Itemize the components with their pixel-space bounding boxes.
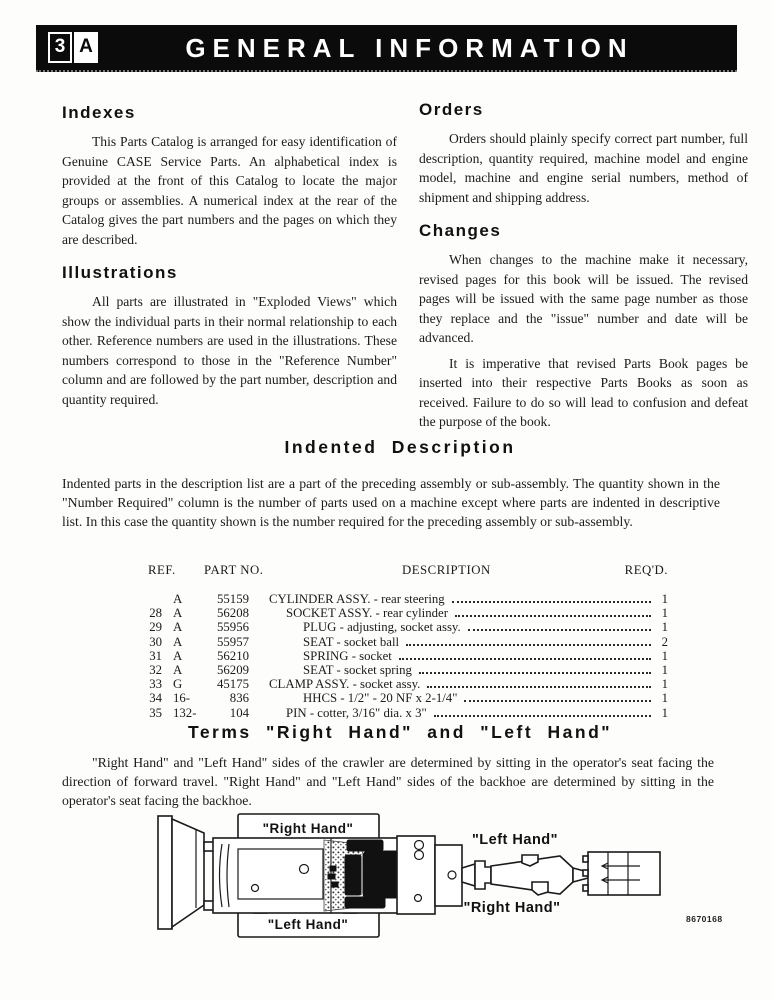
description-cell: SPRING - socket <box>303 648 392 663</box>
part-number-cell: 55956 <box>217 620 249 635</box>
ref-cell: 29 <box>149 620 162 635</box>
ref-cell: 28 <box>149 606 162 621</box>
qty-cell: 1 <box>661 620 668 635</box>
table-row <box>140 649 668 663</box>
ref-cell: 31 <box>149 648 162 663</box>
ref-cell: 34 <box>149 691 162 706</box>
part-prefix-cell: A <box>173 606 183 621</box>
backhoe-top-label: "Left Hand" <box>471 832 559 848</box>
orders-paragraph: Orders should plainly specify correct part number, full description, quantity required, machine model and engine model, machine and engine serial numbers, method of shipment and shipping address. <box>419 131 748 205</box>
qty-cell: 1 <box>661 663 668 678</box>
illustrations-heading: Illustrations <box>62 263 178 282</box>
ref-cell: 30 <box>149 634 162 649</box>
part-prefix-cell: 132- <box>173 705 197 720</box>
crawler-top-view-illustration <box>92 806 712 946</box>
control-lever <box>330 866 336 871</box>
changes-paragraph-2: It is imperative that revised Parts Book pages be inserted into their respective Parts Books as soon as received. Failure to do so will lead to confusion and defeat the purpose of the book. <box>419 355 748 429</box>
parts-table-header <box>140 563 668 579</box>
backhoe-boom <box>491 855 588 895</box>
table-row <box>140 677 668 691</box>
track-left-hand <box>238 910 379 937</box>
description-cell: PIN - cotter, 3/16" dia. x 3" <box>286 705 427 720</box>
indented-description-paragraph: Indented parts in the description list are a part of the preceding assembly or sub-assembly. The quantity shown in the "Number Required" column is the number of parts used on a machine except where parts are indented in descriptive list. In this case the quantity shown is the number required for the preceding assembly or sub-assembly. <box>62 476 720 529</box>
description-cell: SEAT - socket ball <box>303 634 400 649</box>
table-row <box>140 706 668 720</box>
control-lever <box>332 882 338 887</box>
crawler-diagram <box>92 806 712 951</box>
part-prefix-cell: A <box>173 620 183 635</box>
indexes-heading: Indexes <box>62 103 136 122</box>
description-cell: SOCKET ASSY. - rear cylinder <box>286 606 448 621</box>
track-top-label: "Right Hand" <box>262 821 354 836</box>
page-title: GENERAL INFORMATION <box>185 33 634 63</box>
qty-cell: 1 <box>661 648 668 663</box>
table-row <box>140 663 668 677</box>
col-header-description: DESCRIPTION <box>402 563 491 577</box>
page-header-bar <box>36 25 737 72</box>
dot-leader <box>464 700 651 702</box>
parts-table-body <box>140 592 668 720</box>
table-row <box>140 606 668 620</box>
part-prefix-cell: 16- <box>173 691 191 706</box>
indented-description-heading: Indented Description <box>284 437 516 457</box>
description-cell: SEAT - socket spring <box>303 663 412 678</box>
table-row <box>140 592 668 606</box>
ref-cell: 32 <box>149 663 162 678</box>
part-number-cell: 56210 <box>217 648 249 663</box>
col-header-part-no: PART NO. <box>204 563 264 577</box>
description-cell: HHCS - 1/2" - 20 NF x 2-1/4" <box>303 691 458 706</box>
part-number-cell: 55159 <box>217 592 249 606</box>
part-prefix-cell: A <box>173 663 183 678</box>
part-number-cell: 104 <box>229 705 249 720</box>
dot-leader <box>468 629 651 631</box>
parts-table <box>140 563 668 720</box>
dot-leader <box>452 601 651 603</box>
control-lever <box>328 874 335 879</box>
part-number-cell: 56208 <box>217 606 249 621</box>
track-right-hand <box>238 814 379 841</box>
dot-leader <box>406 644 651 646</box>
qty-cell: 1 <box>661 677 668 692</box>
tab-number: 3 <box>48 32 72 63</box>
dot-leader <box>434 715 651 717</box>
qty-cell: 1 <box>661 592 668 606</box>
dot-leader <box>419 672 651 674</box>
table-row <box>140 635 668 649</box>
right-column <box>419 100 748 446</box>
orders-heading: Orders <box>419 100 484 119</box>
table-row <box>140 691 668 705</box>
rear-frame <box>397 836 462 914</box>
qty-cell: 2 <box>661 634 668 649</box>
part-number-cell: 56209 <box>217 663 249 678</box>
ref-cell: 33 <box>149 677 162 692</box>
description-cell: CYLINDER ASSY. - rear steering <box>269 592 445 606</box>
backhoe-bottom-label: "Right Hand" <box>463 900 561 916</box>
changes-paragraph-1: When changes to the machine make it necessary, revised pages for this book will be issued. The revised pages will be issued with the same page number as those they replace and the "issue" number and date will be advanced. <box>419 252 748 345</box>
qty-cell: 1 <box>661 606 668 621</box>
part-number-cell: 45175 <box>217 677 249 692</box>
illustrations-paragraph: All parts are illustrated in "Exploded Views" which show the individual parts in their normal relationship to each other. Reference numbers are used in the illustrations. These numbers correspond to those in the "Reference Number" column and are followed by the part number, description and quantity required. <box>62 294 397 407</box>
col-header-reqd: REQ'D. <box>624 563 668 577</box>
part-number-cell: 836 <box>229 691 249 706</box>
track-bottom-label: "Left Hand" <box>267 917 349 932</box>
dot-leader <box>455 615 651 617</box>
tab-letter: A <box>74 32 98 63</box>
table-row <box>140 620 668 634</box>
terms-heading: Terms "Right Hand" and "Left Hand" <box>187 722 613 742</box>
part-prefix-cell: A <box>173 634 183 649</box>
terms-paragraph: "Right Hand" and "Left Hand" sides of the crawler are determined by sitting in the operator's seat facing the direction of forward travel. "Right Hand" and "Left Hand" sides of the backhoe are determined by sitting in the operator's seat facing the backhoe. <box>62 755 714 808</box>
qty-cell: 1 <box>661 705 668 720</box>
figure-number: 8670168 <box>686 914 723 924</box>
ref-cell: 35 <box>149 705 162 720</box>
backhoe-bucket <box>583 852 660 895</box>
dozer-blade <box>158 816 204 929</box>
part-prefix-cell: A <box>173 648 183 663</box>
description-cell: PLUG - adjusting, socket assy. <box>303 620 461 635</box>
indexes-paragraph: This Parts Catalog is arranged for easy identification of Genuine CASE Service Parts. An alphabetical index is provided at the front of this Catalog to locate the major groups or assemblies. A numerical index at the rear of the Catalog gives the part numbers and the pages on which they are described. <box>62 134 397 247</box>
dot-leader <box>427 686 651 688</box>
changes-heading: Changes <box>419 221 502 240</box>
description-cell: CLAMP ASSY. - socket assy. <box>269 677 421 692</box>
col-header-ref: REF. <box>148 563 176 577</box>
part-number-cell: 55957 <box>217 634 249 649</box>
dot-leader <box>399 658 651 660</box>
part-prefix-cell: A <box>173 592 183 606</box>
part-prefix-cell: G <box>173 677 183 692</box>
left-column <box>62 103 397 423</box>
qty-cell: 1 <box>661 691 668 706</box>
